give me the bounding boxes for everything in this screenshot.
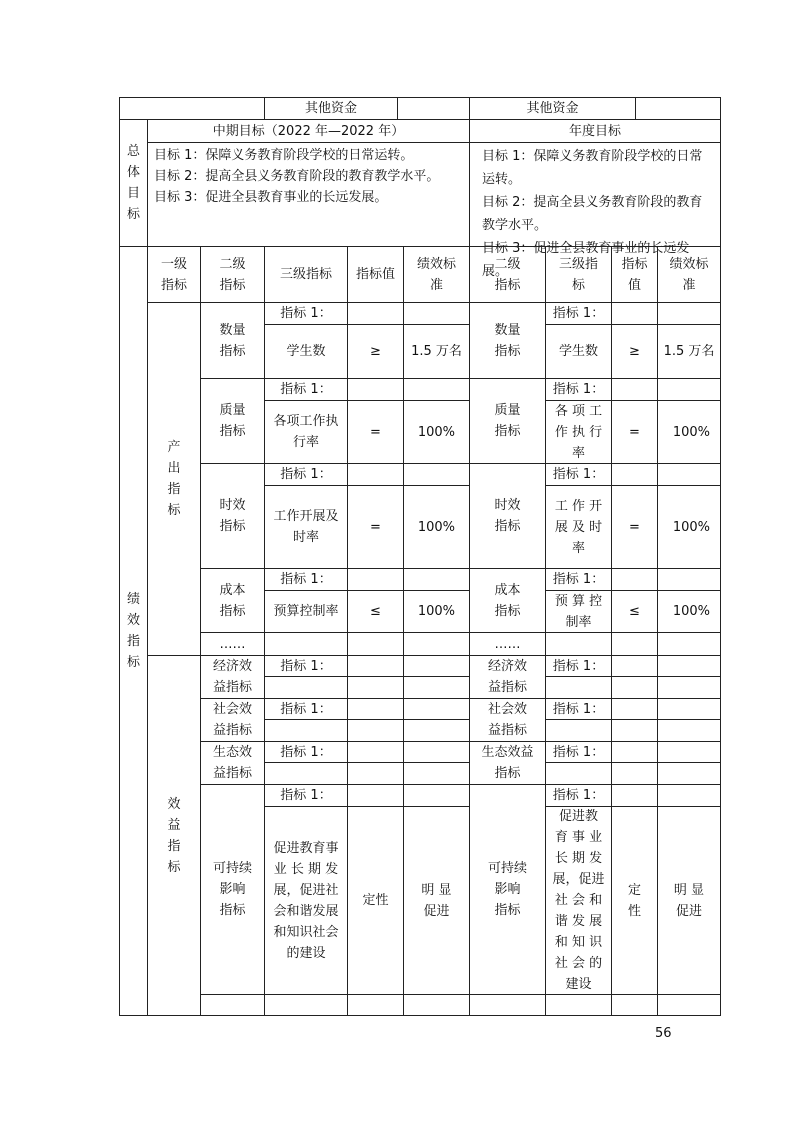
annual-sustainable-value: 定 性	[611, 806, 657, 994]
mid-sustainable-indicator: 促进教育事 业 长 期 发 展，促进社 会和谐发展 和知识社会 的建设	[264, 806, 347, 994]
mid-sustainable-standard: 明 显 促进	[403, 806, 469, 994]
overall-goals-label: 总 体 目 标	[119, 119, 147, 246]
mid-timeliness-standard: 100%	[403, 485, 469, 568]
mid-timeliness-value: =	[347, 485, 403, 568]
mid-quantity-indicator: 学生数	[264, 324, 347, 378]
timeliness-indicator: 时效 指标	[200, 463, 264, 568]
indicator-placeholder: 指标 1：	[545, 741, 611, 762]
medium-term-goal-header: 中期目标（2022 年—2022 年）	[147, 119, 469, 142]
quantity-indicator: 数量 指标	[200, 302, 264, 378]
cost-indicator: 成本 指标	[200, 568, 264, 632]
output-indicator-label: 产 出 指 标	[147, 302, 200, 655]
annual-quality-standard: 100%	[657, 400, 720, 463]
header-standard: 绩效标 准	[403, 246, 469, 302]
indicator-placeholder: 指标 1：	[545, 568, 611, 590]
annual-quality-level3: 各 项 工 作 执 行 率	[545, 400, 611, 463]
indicator-placeholder: 指标 1：	[545, 784, 611, 806]
indicator-placeholder: 指标 1：	[264, 698, 347, 719]
header-annual-level3: 三级指 标	[545, 246, 611, 302]
annual-economic-benefit-indicator: 经济效 益指标	[469, 655, 545, 698]
mid-timeliness-indicator: 工作开展及 时率	[264, 485, 347, 568]
benefit-indicator-label: 效 益 指 标	[147, 655, 200, 1015]
annual-social-benefit-indicator: 社会效 益指标	[469, 698, 545, 741]
ellipsis-cell: ……	[469, 632, 545, 655]
medium-term-goal-text: 目标 1：保障义务教育阶段学校的日常运转。 目标 2：提高全县义务教育阶段的教育教学水平。 目标 3：促进全县教育事业的长远发展。	[147, 142, 469, 246]
table-frame	[119, 97, 721, 1016]
page-number: 56	[655, 1026, 672, 1041]
annual-ecological-benefit-indicator: 生态效益 指标	[469, 741, 545, 784]
header-level2: 二级 指标	[200, 246, 264, 302]
annual-cost-level3: 预 算 控 制率	[545, 590, 611, 632]
sustainable-impact-indicator: 可持续 影响 指标	[200, 784, 264, 994]
mid-sustainable-value: 定性	[347, 806, 403, 994]
mid-cost-value: ≤	[347, 590, 403, 632]
annual-cost-standard: 100%	[657, 590, 720, 632]
mid-quality-standard: 100%	[403, 400, 469, 463]
annual-timeliness-standard: 100%	[657, 485, 720, 568]
quality-indicator: 质量 指标	[200, 378, 264, 463]
annual-sustainable-standard: 明 显 促进	[657, 806, 720, 994]
mid-cost-standard: 100%	[403, 590, 469, 632]
other-funds-label: 其他资金	[264, 97, 397, 119]
mid-cost-indicator: 预算控制率	[264, 590, 347, 632]
annual-cost-value: ≤	[611, 590, 657, 632]
annual-timeliness-indicator: 时效 指标	[469, 463, 545, 568]
indicator-placeholder: 指标 1：	[264, 463, 347, 485]
mid-quality-indicator: 各项工作执 行率	[264, 400, 347, 463]
annual-timeliness-level3: 工 作 开 展 及 时 率	[545, 485, 611, 568]
annual-goal-text: 目标 1：保障义务教育阶段学校的日常运转。 目标 2：提高全县义务教育阶段的教育教学水平。 目标 3：促进全县教育事业的长远发展。	[469, 142, 720, 246]
indicator-placeholder: 指标 1：	[545, 655, 611, 676]
mid-quality-value: =	[347, 400, 403, 463]
performance-indicator-label: 绩 效 指 标	[119, 246, 147, 1015]
ecological-benefit-indicator: 生态效 益指标	[200, 741, 264, 784]
annual-quantity-value: ≥	[611, 324, 657, 378]
header-value: 指标值	[347, 246, 403, 302]
indicator-placeholder: 指标 1：	[264, 655, 347, 676]
mid-quantity-value: ≥	[347, 324, 403, 378]
ellipsis-cell: ……	[200, 632, 264, 655]
social-benefit-indicator: 社会效 益指标	[200, 698, 264, 741]
header-annual-level2: 二级 指标	[469, 246, 545, 302]
annual-sustainable-impact-indicator: 可持续 影响 指标	[469, 784, 545, 994]
header-level3: 三级指标	[264, 246, 347, 302]
header-annual-standard: 绩效标 准	[657, 246, 720, 302]
annual-timeliness-value: =	[611, 485, 657, 568]
indicator-placeholder: 指标 1：	[264, 302, 347, 324]
indicator-placeholder: 指标 1：	[264, 784, 347, 806]
indicator-placeholder: 指标 1：	[545, 463, 611, 485]
annual-cost-indicator: 成本 指标	[469, 568, 545, 632]
annual-quantity-level3: 学生数	[545, 324, 611, 378]
annual-goal-header: 年度目标	[469, 119, 720, 142]
indicator-placeholder: 指标 1：	[545, 698, 611, 719]
header-level1: 一级 指标	[147, 246, 200, 302]
indicator-placeholder: 指标 1：	[545, 302, 611, 324]
annual-other-funds-label: 其他资金	[469, 97, 635, 119]
mid-quantity-standard: 1.5 万名	[403, 324, 469, 378]
annual-quality-value: =	[611, 400, 657, 463]
indicator-placeholder: 指标 1：	[264, 568, 347, 590]
indicator-placeholder: 指标 1：	[264, 741, 347, 762]
annual-quantity-standard: 1.5 万名	[657, 324, 720, 378]
indicator-placeholder: 指标 1：	[264, 378, 347, 400]
annual-quantity-indicator: 数量 指标	[469, 302, 545, 378]
economic-benefit-indicator: 经济效 益指标	[200, 655, 264, 698]
header-annual-value: 指标 值	[611, 246, 657, 302]
annual-sustainable-level3: 促进教 育 事 业 长 期 发 展，促进 社 会 和 谐 发 展 和 知 识 社 会 的 建设	[545, 806, 611, 994]
indicator-placeholder: 指标 1：	[545, 378, 611, 400]
annual-quality-indicator: 质量 指标	[469, 378, 545, 463]
